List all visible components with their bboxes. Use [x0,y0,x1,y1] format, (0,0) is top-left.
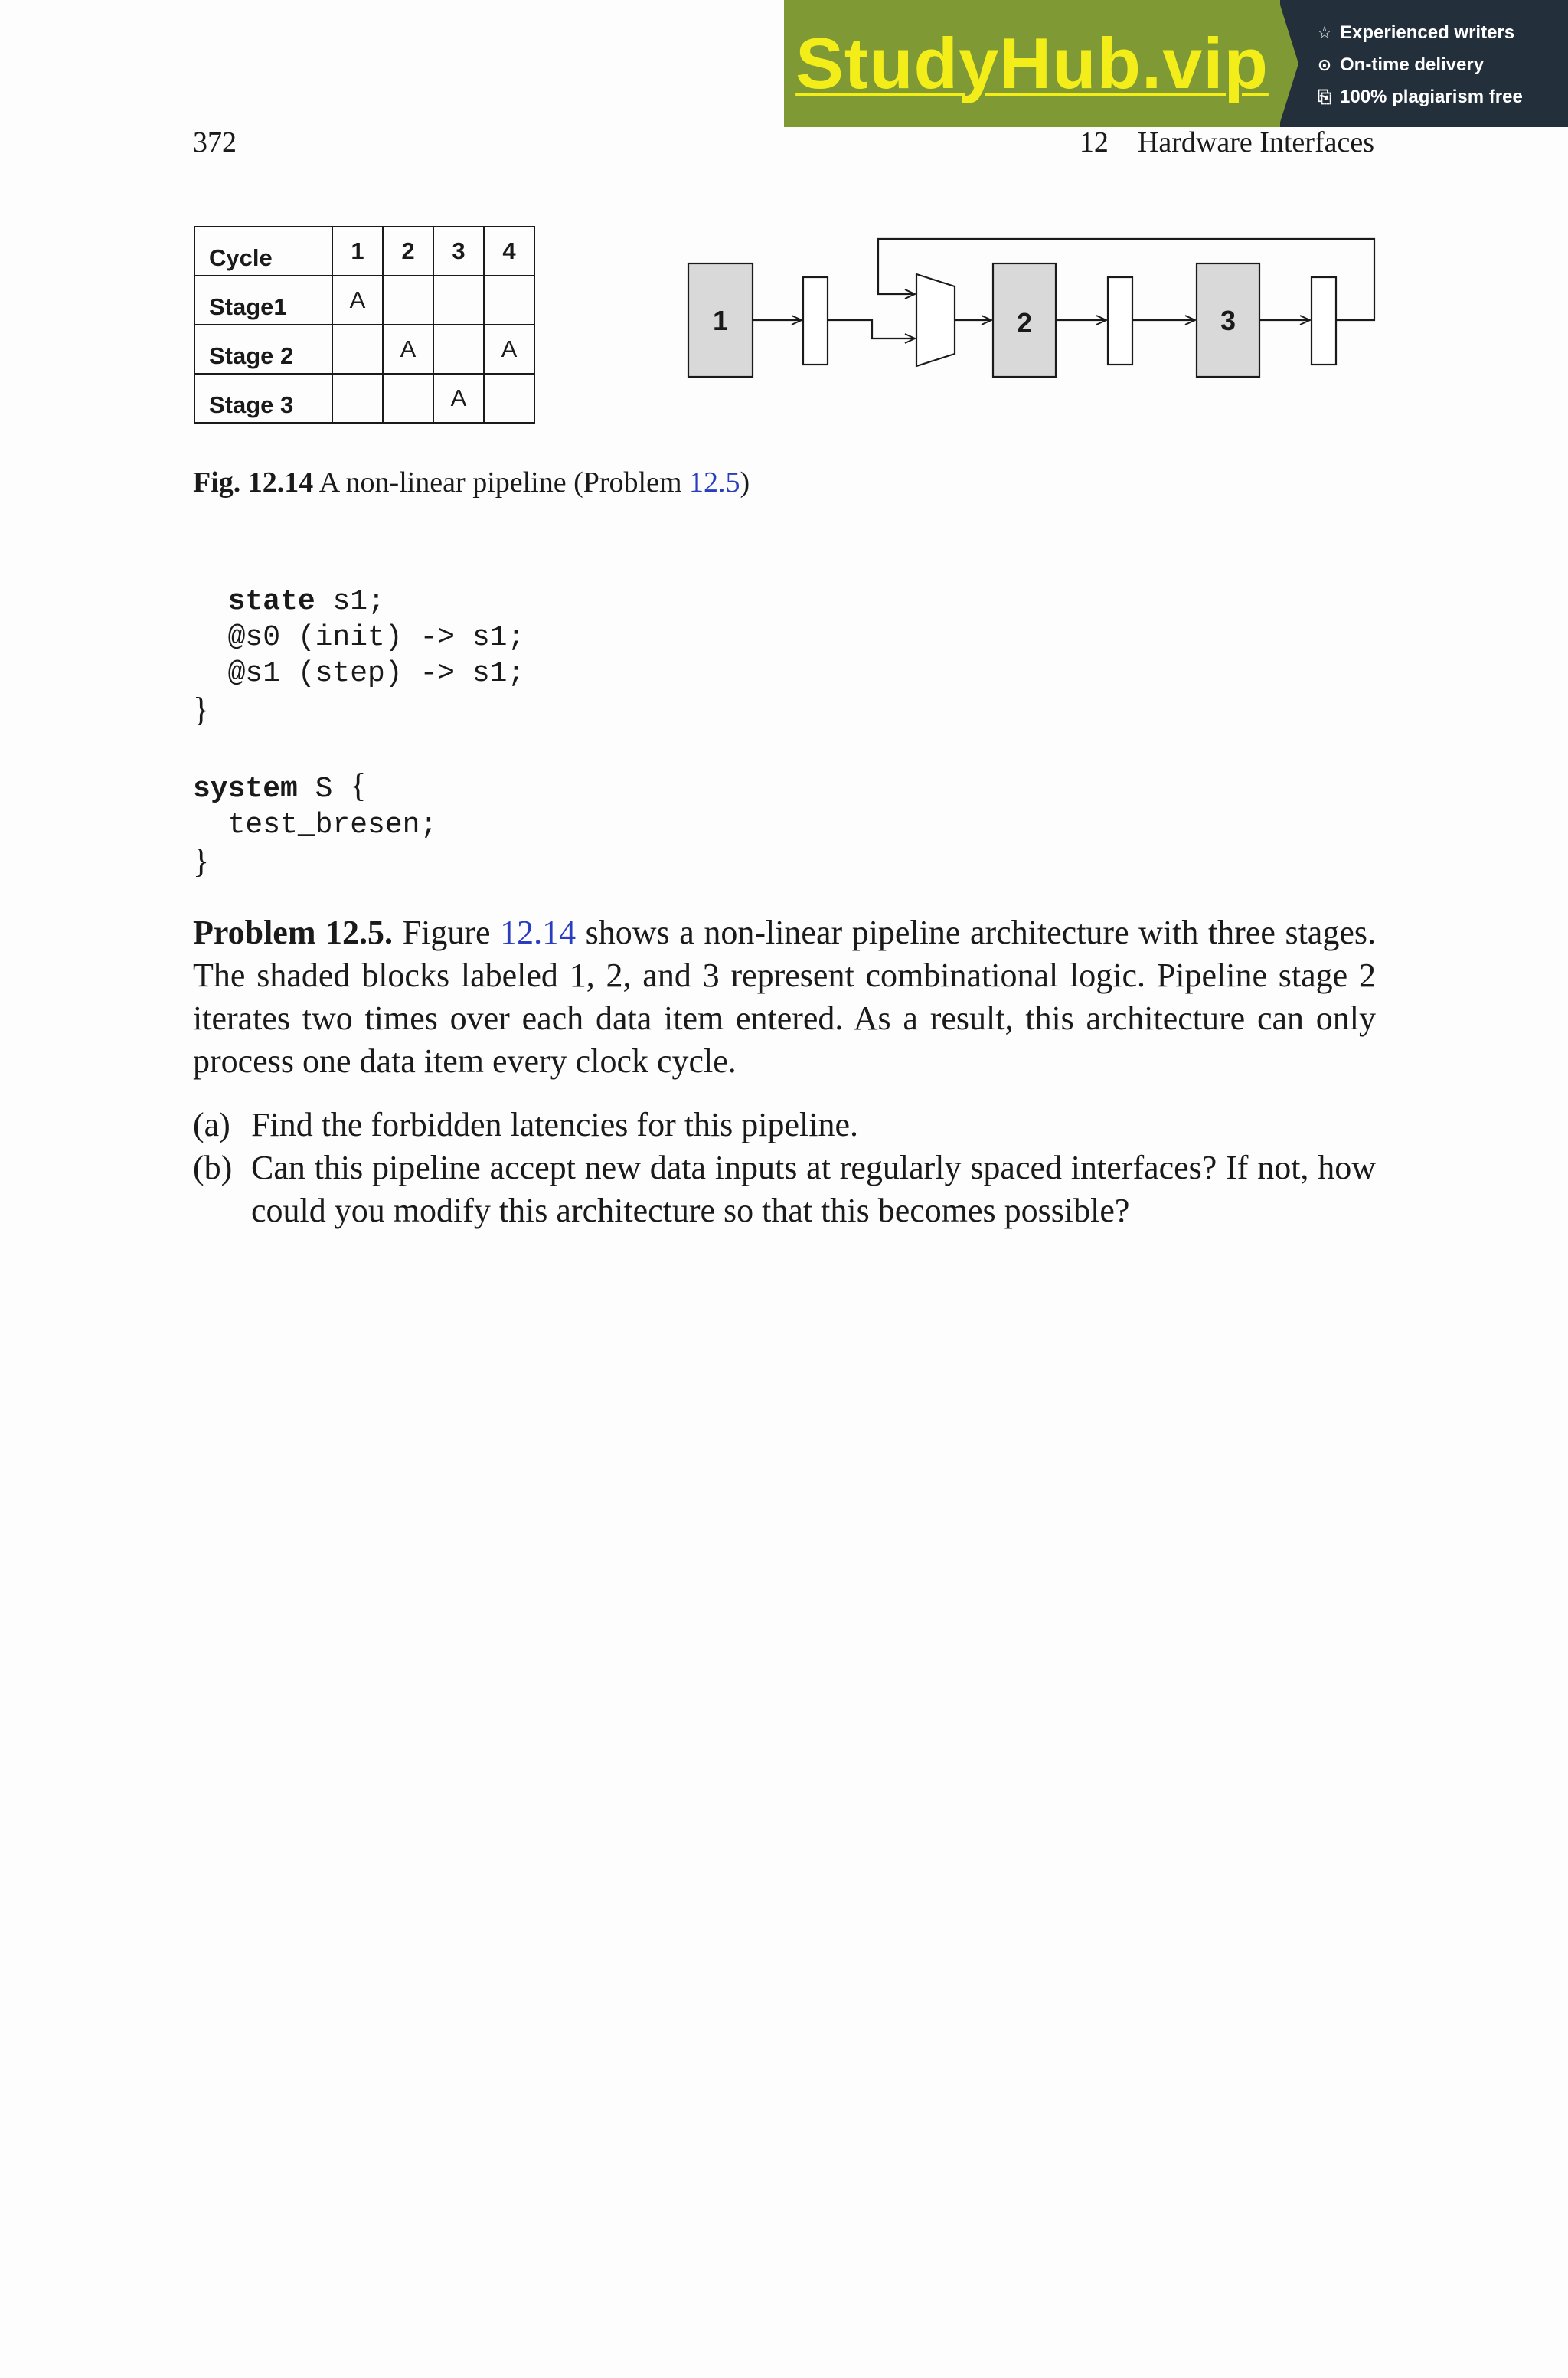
cycle-header: 3 [433,227,484,276]
table-cell [433,325,484,374]
table-cell [484,276,534,325]
chapter-heading [1080,126,1374,159]
clock-icon: ⊙ [1317,55,1332,74]
table-cell: A [484,325,534,374]
code-keyword: state [227,585,315,618]
figure-close: ) [740,466,750,499]
pipeline-diagram [685,230,1390,383]
list-item [193,1104,1376,1146]
reservation-table [194,226,535,424]
problem-text: shows a non-linear pipeline architecture with three stages. The shaded blocks labeled 1, 2, and 3 represent combinational logic. Pipeline stage 2 iterates two times over each data item entered. As a result, this architecture can only process one data item every clock cycle. [193,914,1376,1080]
cycle-header: 1 [332,227,383,276]
pipeline-register [1312,277,1336,365]
item-text: Find the forbidden latencies for this pipeline. [251,1106,859,1143]
problem-label: Problem 12.5. [193,914,394,951]
figure-caption [193,466,750,499]
page-number: 372 [193,126,237,159]
table-cell [383,276,433,325]
table-cell: A [433,374,484,423]
feature-text: On-time delivery [1340,54,1485,75]
feature-item [1315,81,1523,113]
stage-label: Stage 2 [194,325,332,374]
block-label-1: 1 [712,305,729,336]
code-keyword: system [193,773,298,806]
code-brace: { [350,767,367,804]
chapter-number: 12 [1079,126,1109,159]
banner-features [1280,0,1568,127]
code-text: @s1 (step) -> s1; [227,657,525,690]
feature-text: 100% plagiarism free [1340,87,1523,107]
pipeline-register [1108,277,1132,365]
table-cell [484,374,534,423]
table-cell: A [332,276,383,325]
table-header-cell: Cycle [194,227,332,276]
code-brace: } [193,691,210,728]
cycle-header: 4 [484,227,534,276]
problem-items [193,1104,1376,1232]
figure-text: A non-linear pipeline (Problem [318,466,690,499]
problem-pre: Figure [402,914,501,951]
banner-chevron [1279,0,1298,127]
table-row [194,374,534,423]
table-cell: A [383,325,433,374]
figure-link[interactable]: 12.14 [500,914,577,951]
feature-text: Experienced writers [1340,22,1515,43]
brand-logo[interactable]: StudyHub.vip [795,23,1269,103]
code-listing [193,584,524,883]
code-text: test_bresen; [227,809,438,842]
code-text: s1; [315,585,385,618]
stage-label: Stage1 [194,276,332,325]
block-label-3: 3 [1220,305,1236,336]
pipeline-register [803,277,828,365]
table-cell [332,325,383,374]
feature-item [1315,49,1523,81]
table-cell [383,374,433,423]
star-icon: ☆ [1317,23,1332,42]
multiplexer [916,274,955,366]
feature-list [1315,17,1523,113]
problem-link[interactable]: 12.5 [689,466,740,499]
item-text: Can this pipeline accept new data inputs at regularly spaced interfaces? If not, how could you modify this architecture so that this becomes possible? [251,1149,1376,1229]
table-row [194,276,534,325]
banner-brand-area [784,0,1280,127]
table-cell [433,276,484,325]
item-label: (b) [193,1149,233,1186]
chapter-title: Hardware Interfaces [1137,126,1374,159]
code-text: @s0 (init) -> s1; [227,621,525,654]
stage-label: Stage 3 [194,374,332,423]
table-cell [332,374,383,423]
document-check-icon: ⎘ [1318,87,1331,106]
table-row [194,325,534,374]
code-text: S [297,773,351,806]
studyhub-banner[interactable] [784,0,1568,127]
figure-label: Fig. 12.14 [193,466,314,499]
table-header-row [194,227,534,276]
cycle-header: 2 [383,227,433,276]
wire [828,320,915,339]
item-label: (a) [193,1106,230,1143]
code-brace: } [193,842,210,880]
list-item [193,1146,1376,1232]
block-label-2: 2 [1016,307,1033,339]
feature-item [1315,17,1523,49]
problem-statement [193,911,1376,1083]
